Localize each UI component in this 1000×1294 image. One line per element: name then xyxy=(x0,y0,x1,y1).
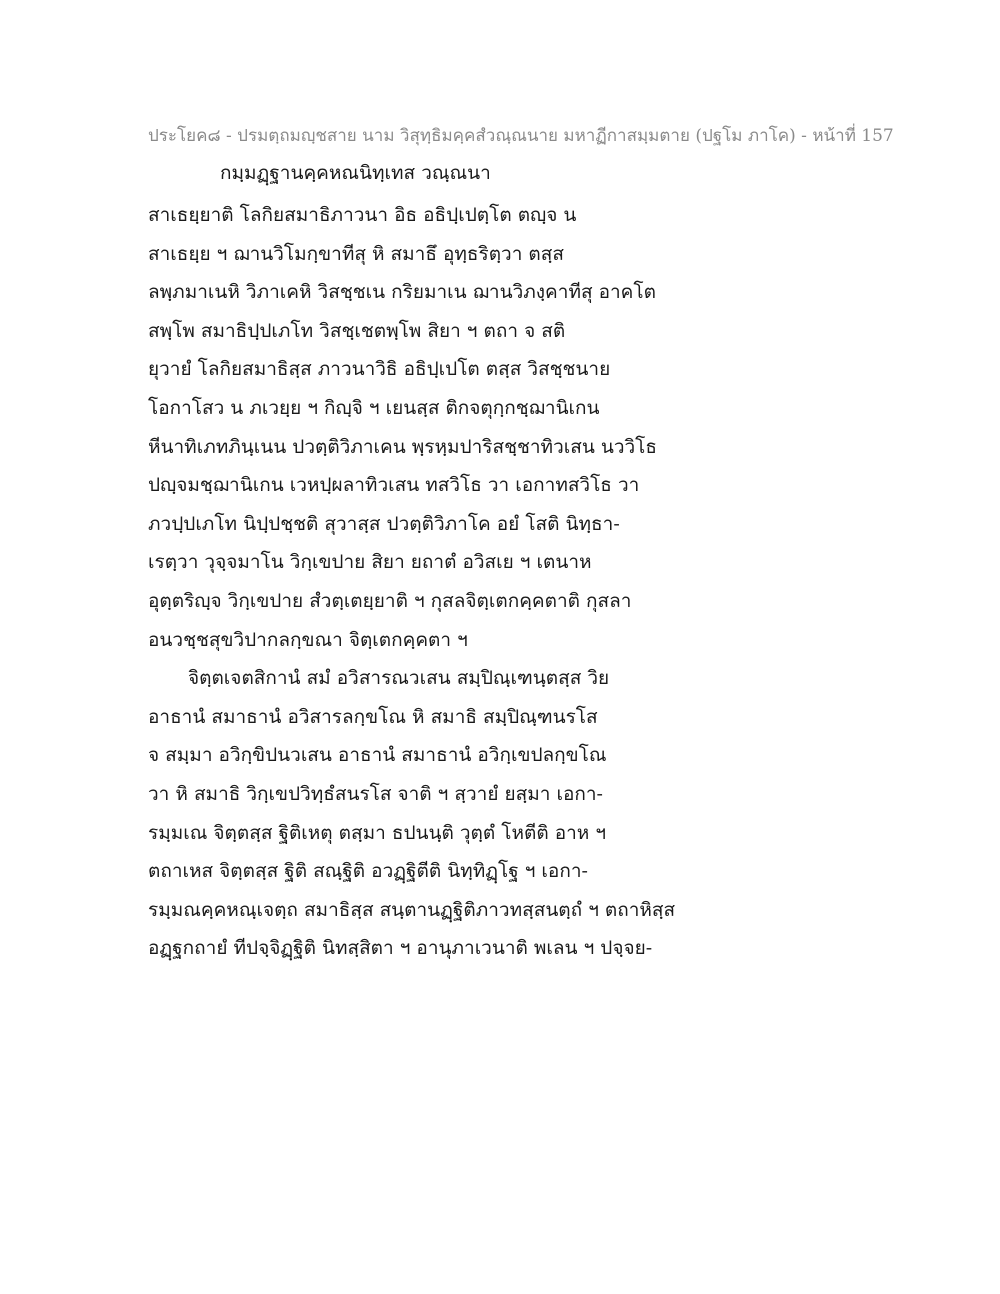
text-line: วา หิ สมาธิ วิกฺเขปวิทฺธํสนรโส จาติ ฯ สฺวายํ ยสฺมา เอกา- xyxy=(148,782,603,805)
text-line: อาธานํ สมาธานํ อวิสารลกฺขโณ หิ สมาธิ สมฺปิณฺฑนรโส xyxy=(148,705,598,728)
text-line: ตถาเหส จิตฺตสฺส ฐิติ สณฺฐิติ อวฏฺฐิตีติ นิทฺทิฏฺโฐ ฯ เอกา- xyxy=(148,860,588,883)
body-text xyxy=(148,200,868,972)
text-line: สาเธยฺย ฯ ฌานวิโมกฺขาทีสุ หิ สมาธึ อุทฺธริตฺวา ตสฺส xyxy=(148,242,564,265)
text-line: สพฺโพ สมาธิปฺปเภโท วิสชฺเชตพฺโพ สิยา ฯ ตถา จ สติ xyxy=(148,319,566,342)
text-line: ยุวายํ โลกิยสมาธิสฺส ภาวนาวิธิ อธิปฺเปโต ตสฺส วิสชฺชนาย xyxy=(148,358,611,381)
text-line: อุตฺตริญฺจ วิกฺเขปาย สํวตฺเตยฺยาติ ฯ กุสลจิตฺเตกคฺคตาติ กุสลา xyxy=(148,589,632,612)
running-header: ประโยค๘ - ปรมตฺถมญฺชสาย นาม วิสุทฺธิมคฺคสํวณฺณนาย มหาฏีกาสมฺมตาย (ปฐโม ภาโค) - หน้าที่ 157 xyxy=(148,126,894,146)
text-line: สาเธยฺยาติ โลกิยสมาธิภาวนา อิธ อธิปฺเปตฺโต ตญฺจ น xyxy=(148,204,577,226)
text-line: อฏฺฐกถายํ ทีปจฺจิฏฺฐิติ นิทสฺสิตา ฯ อานุภาเวนาติ พเลน ฯ ปจฺจย- xyxy=(148,937,653,960)
text-line: รมฺมเณ จิตฺตสฺส ฐิติเหตุ ตสฺมา ธปนนฺติ วุตฺตํ โหตีติ อาห ฯ xyxy=(148,821,607,844)
text-line: จ สมฺมา อวิกฺขิปนวเสน อาธานํ สมาธานํ อวิกฺเขปลกฺขโณ xyxy=(148,744,607,767)
text-line: ภวปฺปเภโท นิปฺปชฺชติ สุวาสฺส ปวตฺติวิภาโค อยํ โสติ นิทฺธา- xyxy=(148,512,620,535)
section-heading: กมฺมฏฺฐานคฺคหณนิทฺเทส วณฺณนา xyxy=(220,162,491,184)
text-line: เรตฺวา วุจฺจมาโน วิกฺเขปาย สิยา ยถาตํ อวิสเย ฯ เตนาห xyxy=(148,551,592,574)
text-line: อนวชฺชสุขวิปากลกฺขณา จิตฺเตกคฺคตา ฯ xyxy=(148,628,468,651)
text-line: ลพฺภมาเนหิ วิภาเคหิ วิสชฺชเน กริยมาเน ฌานวิภงฺคาทีสุ อาคโต xyxy=(148,281,656,304)
paragraph-start-line: จิตฺตเจตสิกานํ สมํ อวิสารณวเสน สมฺปิณฺเฑนฺตสฺส วิย xyxy=(188,667,610,690)
text-line: รมฺมณคฺคหณฺเจตฺถ สมาธิสฺส สนฺตานฏฺฐิติภาวทสฺสนตฺถํ ฯ ตถาหิสฺส xyxy=(148,898,676,921)
text-line: ปญฺจมชฺฌานิเกน เวหปฺผลาทิวเสน ทสวิโธ วา เอกาทสวิโธ วา xyxy=(148,474,640,497)
text-line: โอกาโสว น ภเวยฺย ฯ กิญฺจิ ฯ เยนสฺส ติกจตุกฺกชฺฌานิเกน xyxy=(148,396,600,419)
text-line: หีนาทิเภทภินฺเนน ปวตฺติวิภาเคน พฺรหฺมปาริสชฺชาทิวเสน นววิโธ xyxy=(148,435,657,458)
